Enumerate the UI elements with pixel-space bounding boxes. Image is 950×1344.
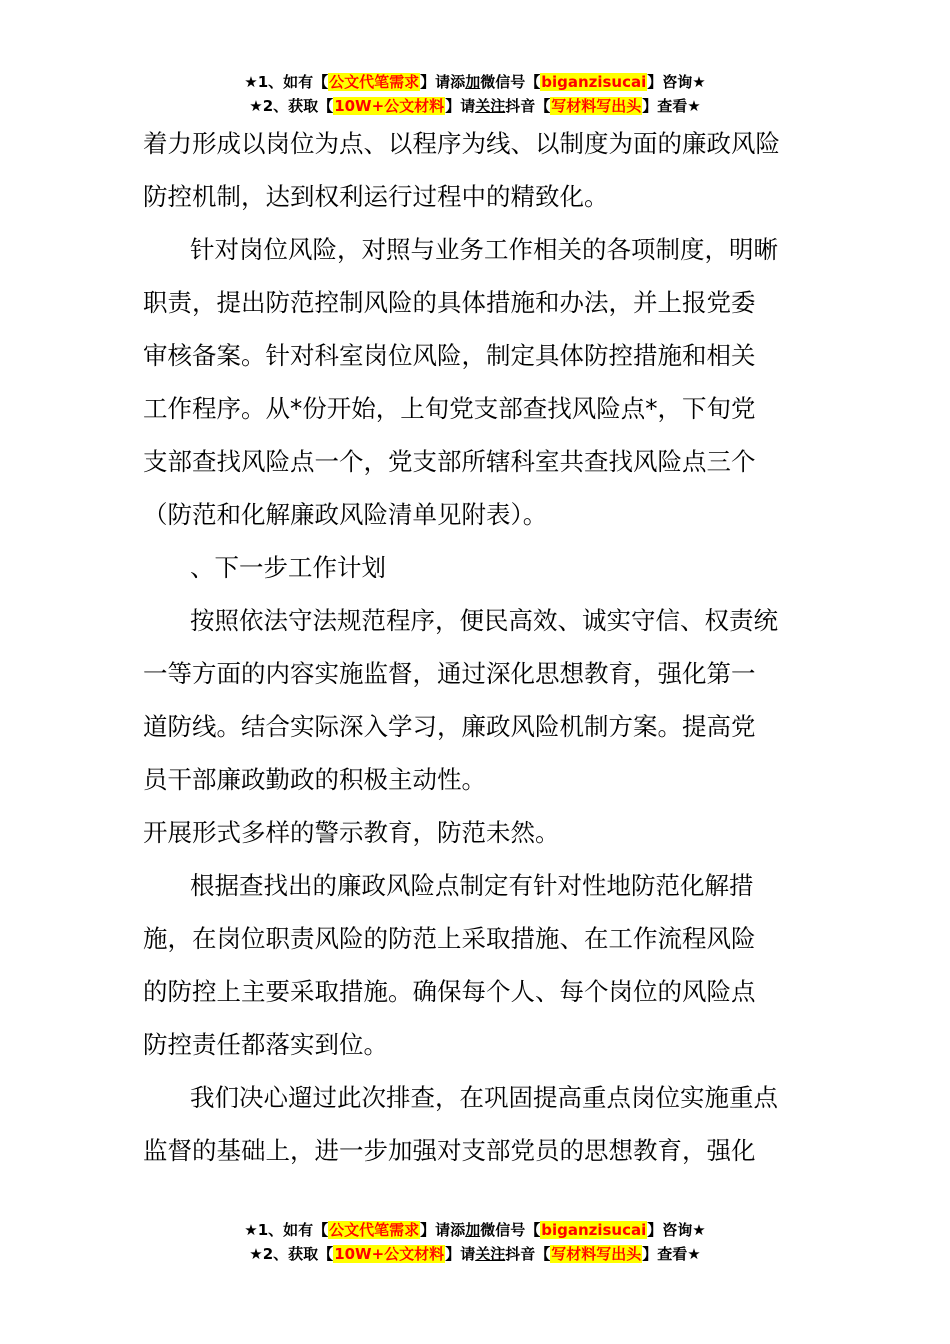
body-line: 着力形成以岗位为点、以程序为线、以制度为面的廉政风险	[143, 129, 780, 158]
body-line: 员干部廉政勤政的积极主动性。	[143, 765, 486, 794]
highlight-wechat-id: biganzisucai	[541, 73, 647, 91]
banner-text: 】咨询★	[647, 73, 706, 91]
highlight-douyin: 写材料写出头	[551, 1245, 642, 1263]
header-banner	[0, 70, 950, 118]
body-line: 防控机制，达到权利运行过程中的精致化。	[143, 182, 609, 211]
highlight-service: 公文代笔需求	[329, 1221, 420, 1239]
highlight-douyin: 写材料写出头	[551, 97, 642, 115]
banner-text: ★1、如有【	[244, 1221, 329, 1239]
body-line: 监督的基础上，进一步加强对支部党员的思想教育，强化	[143, 1136, 756, 1165]
body-line: 根据查找出的廉政风险点制定有针对性地防范化解措	[190, 871, 754, 900]
banner-text: 抖音【	[505, 1245, 551, 1263]
banner-line-1	[0, 70, 950, 94]
banner-text: 】请添	[420, 1221, 466, 1239]
body-line: 按照依法守法规范程序，便民高效、诚实守信、权责统	[190, 606, 778, 635]
body-line: 施，在岗位职责风险的防范上采取措施、在工作流程风险	[143, 924, 756, 953]
banner-text-underlined: 加	[465, 1221, 481, 1239]
body-line: 工作程序。从*份开始，上旬党支部查找风险点*，下旬党	[143, 394, 756, 423]
banner-text-underlined: 关注	[475, 97, 506, 115]
banner-text: 】查看★	[642, 1245, 701, 1263]
banner-text-underlined: 关注	[475, 1245, 506, 1263]
banner-text: 】咨询★	[647, 1221, 706, 1239]
banner-text: ★1、如有【	[244, 73, 329, 91]
body-line: （防范和化解廉政风险清单见附表）。	[143, 500, 548, 529]
banner-text: 】查看★	[642, 97, 701, 115]
banner-line-2	[0, 1242, 950, 1266]
body-line: 防控责任都落实到位。	[143, 1030, 388, 1059]
banner-text: 】请	[445, 1245, 476, 1263]
body-line: 道防线。结合实际深入学习，廉政风险机制方案。提高党	[143, 712, 756, 741]
footer-banner	[0, 1218, 950, 1266]
banner-text: 微信号【	[480, 1221, 541, 1239]
highlight-materials: 10W+公文材料	[334, 1245, 445, 1263]
section-heading: 、下一步工作计划	[190, 553, 386, 582]
body-line: 一等方面的内容实施监督，通过深化思想教育，强化第一	[143, 659, 756, 688]
body-line: 支部查找风险点一个，党支部所辖科室共查找风险点三个	[143, 447, 756, 476]
body-line: 的防控上主要采取措施。确保每个人、每个岗位的风险点	[143, 977, 756, 1006]
banner-text: 微信号【	[480, 73, 541, 91]
highlight-service: 公文代笔需求	[329, 73, 420, 91]
banner-text: ★2、获取【	[249, 1245, 334, 1263]
banner-text: 】请	[445, 97, 476, 115]
document-body	[143, 117, 811, 1177]
body-line: 职责，提出防范控制风险的具体措施和办法，并上报党委	[143, 288, 756, 317]
banner-text-underlined: 加	[465, 73, 481, 91]
banner-text: ★2、获取【	[249, 97, 334, 115]
banner-text: 抖音【	[505, 97, 551, 115]
highlight-wechat-id: biganzisucai	[541, 1221, 647, 1239]
banner-text: 】请添	[420, 73, 466, 91]
body-line: 我们决心遛过此次排查，在巩固提高重点岗位实施重点	[190, 1083, 778, 1112]
banner-line-1	[0, 1218, 950, 1242]
banner-line-2	[0, 94, 950, 118]
highlight-materials: 10W+公文材料	[334, 97, 445, 115]
body-line: 开展形式多样的警示教育，防范未然。	[143, 818, 560, 847]
body-line: 针对岗位风险，对照与业务工作相关的各项制度，明晰	[190, 235, 778, 264]
body-line: 审核备案。针对科室岗位风险，制定具体防控措施和相关	[143, 341, 756, 370]
